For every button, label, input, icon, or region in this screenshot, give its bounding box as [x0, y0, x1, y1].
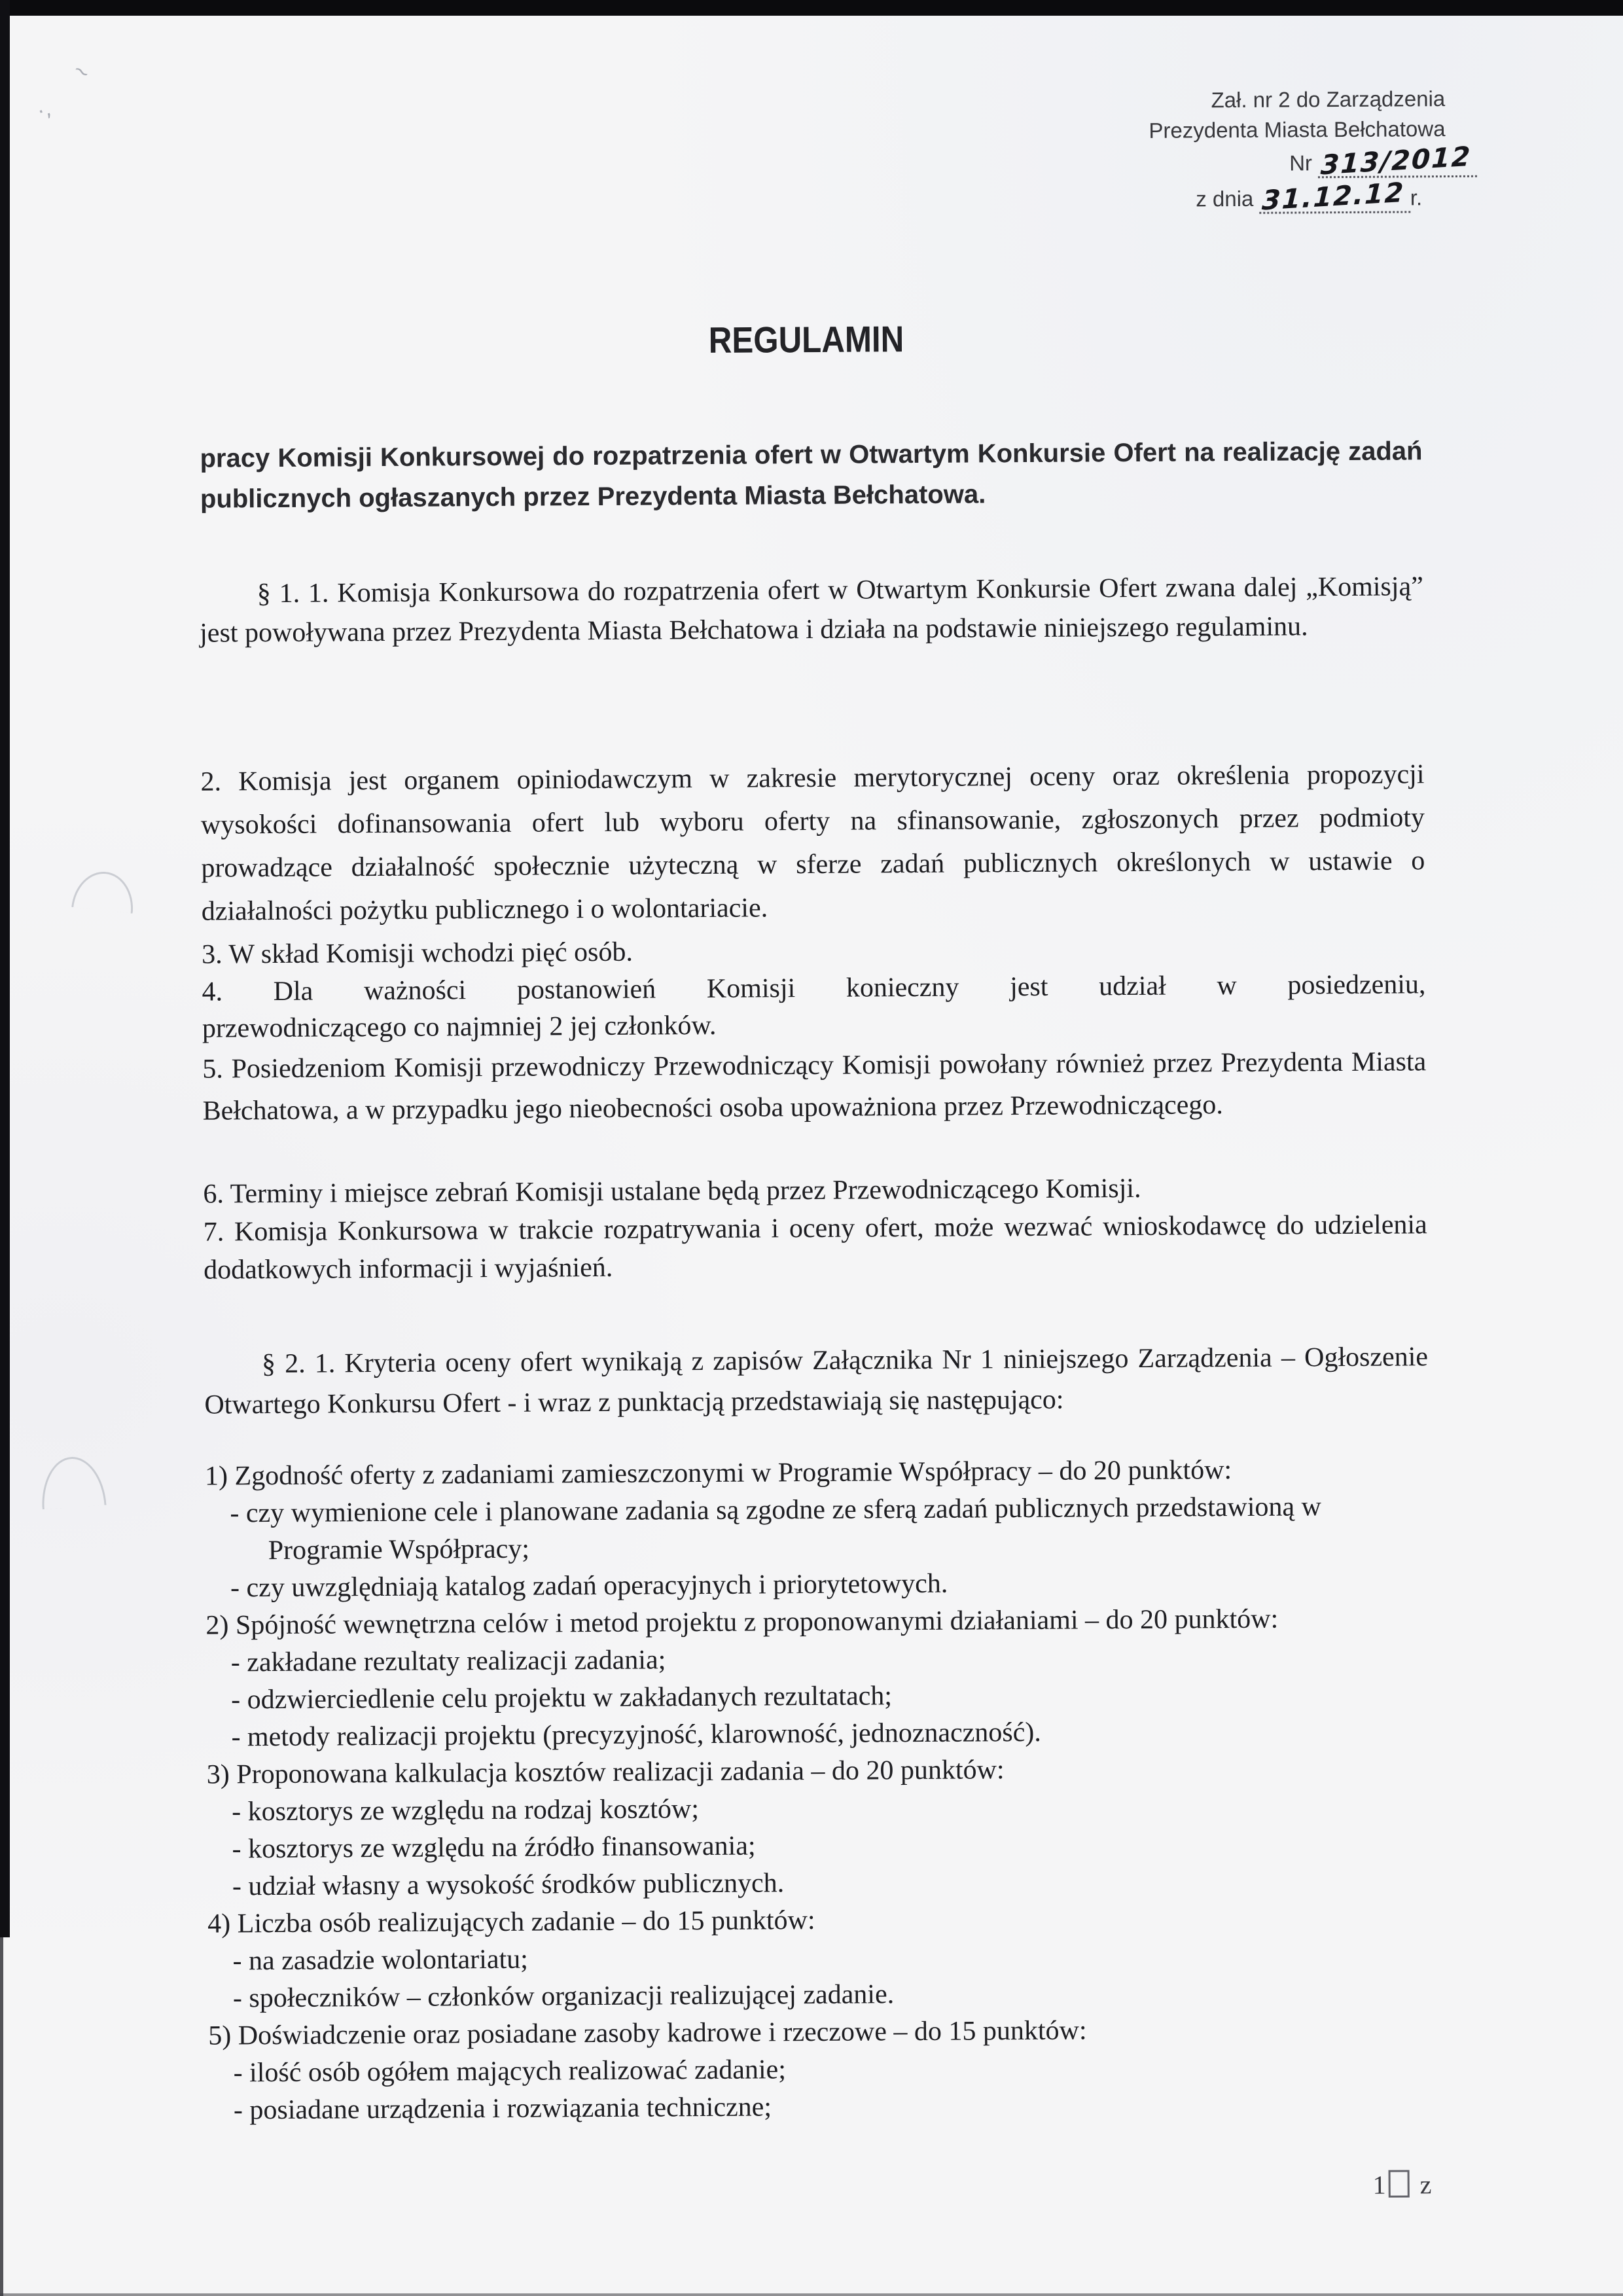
section1-paragraph-3: 3. W skład Komisji wchodzi pięć osób.	[202, 937, 633, 970]
criterion-5-label: 5) Doświadczenie oraz posiadane zasoby kadrowe i rzeczowe – do 15 punktów:	[208, 2015, 1087, 2051]
date-label: z dnia	[1196, 186, 1254, 211]
criterion-4-label: 4) Liczba osób realizujących zadanie – do 15 punktów:	[207, 1905, 815, 1939]
header-ordinance-number-line	[1149, 140, 1477, 183]
criterion-2-label: 2) Spójność wewnętrzna celów i metod projektu z proponowanymi działaniami – do 20 punktów:	[205, 1604, 1279, 1641]
scan-smudge: ·,	[34, 98, 54, 124]
scan-left-edge-thin-line	[0, 1937, 3, 2296]
criterion-3-bullet-2: - kosztorys ze względu na źródło finansowania;	[232, 1831, 756, 1865]
criterion-4-bullet-1: - na zasadzie wolontariatu;	[232, 1944, 529, 1977]
section1-paragraph-2: 2. Komisja jest organem opiniodawczym w zakresie merytorycznej oceny oraz określenia propozycji wysokości dofinansowania ofert lub wyboru oferty na sfinansowanie, zgłoszonych przez podmioty prowadzące działalność społecznie użyteczną w sferze zadań publicznych określonych w ustawie o działalności pożytku publicznego i o wolontariacie.	[200, 759, 1425, 927]
missing-glyph-box	[1389, 2170, 1410, 2197]
criterion-3-bullet-3: - udział własny a wysokość środków publicznych.	[232, 1868, 785, 1902]
criterion-1-label: 1) Zgodność oferty z zadaniami zamieszczonymi w Programie Współpracy – do 20 punktów:	[204, 1455, 1232, 1492]
date-suffix: r.	[1410, 185, 1423, 210]
page-number-value: 1	[1372, 2170, 1386, 2200]
section1-paragraph-6: 6. Terminy i miejsce zebrań Komisji ustalane będą przez Przewodniczącego Komisji.	[203, 1173, 1141, 1210]
section1-paragraph-1: § 1. 1. Komisja Konkursowa do rozpatrzenia ofert w Otwartym Konkursie Ofert zwana dalej „Komisją” jest powoływana przez Prezydenta Miasta Bełchatowa i działa na podstawie niniejszego regulaminu.	[200, 571, 1423, 649]
criterion-2-bullet-2: - odzwierciedlenie celu projektu w zakładanych rezultatach;	[230, 1681, 893, 1715]
date-handwritten: 31.12.12	[1261, 176, 1406, 217]
header-date-line	[1149, 176, 1423, 217]
criterion-1-bullet-2: - czy uwzględniają katalog zadań operacyjnych i priorytetowych.	[230, 1568, 948, 1604]
page-number	[1373, 2169, 1432, 2200]
criterion-5-bullet-1: - ilość osób ogółem mających realizować zadanie;	[233, 2054, 787, 2089]
scan-smudge: ~	[68, 57, 95, 86]
header-line-2: Prezydenta Miasta Bełchatowa	[1149, 117, 1446, 143]
document-title-text: REGULAMIN	[709, 318, 904, 361]
section1-paragraph-7: 7. Komisja Konkursowa w trakcie rozpatrywania i oceny ofert, może wezwać wnioskodawcę do udzielenia dodatkowych informacji i wyjaśnień.	[203, 1210, 1427, 1285]
section1-paragraph-4-line-2: przewodniczącego co najmniej 2 jej członków.	[202, 1010, 717, 1044]
subject-paragraph: pracy Komisji Konkursowej do rozpatrzenia ofert w Otwartym Konkursie Ofert na realizację zadań publicznych ogłaszanych przez Prezydenta Miasta Bełchatowa.	[200, 437, 1423, 514]
header-line-1: Zał. nr 2 do Zarządzenia	[1211, 86, 1446, 113]
criterion-2-bullet-3: - metody realizacji projektu (precyzyjność, klarowność, jednoznaczność).	[231, 1717, 1041, 1753]
criterion-3-bullet-1: - kosztorys ze względu na rodzaj kosztów;	[232, 1794, 700, 1827]
document-title	[0, 313, 1618, 365]
criterion-4-bullet-2: - społeczników – członków organizacji realizującej zadanie.	[232, 1979, 895, 2014]
ordinance-number-label: Nr	[1289, 151, 1313, 175]
page-number-of-label: z	[1419, 2170, 1432, 2200]
section2-intro-paragraph: § 2. 1. Kryteria oceny ofert wynikają z zapisów Załącznika Nr 1 niniejszego Zarządzenia – Ogłoszenie Otwartego Konkursu Ofert - i wraz z punktacją przedstawiają się następująco:	[204, 1342, 1429, 1420]
attachment-header	[1149, 84, 1472, 217]
criterion-2-bullet-1: - zakładane rezultaty realizacji zadania;	[230, 1645, 666, 1678]
criterion-3-label: 3) Proponowana kalkulacja kosztów realizacji zadania – do 20 punktów:	[206, 1755, 1005, 1790]
section1-paragraph-5: 5. Posiedzeniom Komisji przewodniczy Przewodniczący Komisji powołany również przez Prezydenta Miasta Bełchatowa, a w przypadku jego nieobecności osoba upoważniona przez Przewodniczącego.	[202, 1047, 1427, 1126]
ordinance-number-handwritten: 313/2012	[1320, 140, 1472, 181]
criterion-1-bullet-1: - czy wymienione cele i planowane zadania są zgodne ze sferą zadań publicznych przedstawioną w Programie Współpracy;	[230, 1492, 1322, 1566]
ordinance-number-dotted-field	[1318, 140, 1477, 181]
criteria-list	[205, 1450, 1433, 2129]
criterion-5-bullet-2: - posiadane urządzenia i rozwiązania techniczne;	[233, 2092, 772, 2126]
date-dotted-field	[1259, 176, 1410, 217]
section1-paragraph-4-line-1: 4. Dla ważności postanowień Komisji konieczny jest udział w posiedzeniu,	[202, 969, 1426, 1007]
